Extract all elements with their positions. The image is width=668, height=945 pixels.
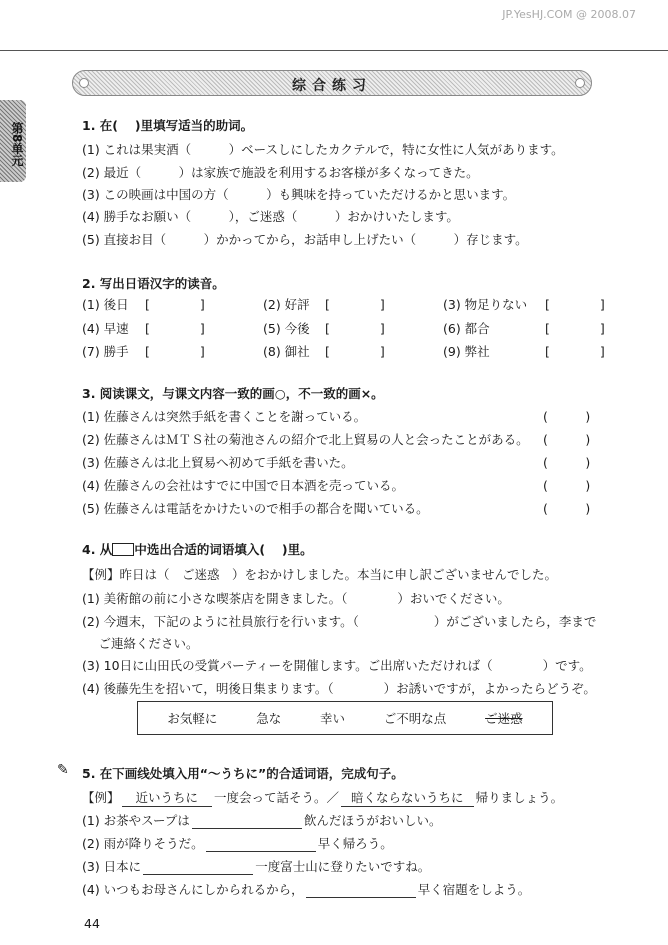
- section-5-heading: 5. 在下画线处填入用“～うちに”的合适词语，完成句子。: [82, 766, 404, 781]
- reading-bracket: [ ]: [545, 344, 605, 359]
- choice: 幸い: [319, 711, 345, 726]
- s5-item-text: 早く帰ろう。: [317, 836, 393, 851]
- choice: ご不明な点: [383, 711, 447, 726]
- s1-item: (3) この映画は中国の方（ ）も興味を持っていただけるかと思います。: [82, 187, 516, 202]
- reading-bracket: [ ]: [145, 321, 205, 336]
- s5-item: [82, 834, 393, 852]
- banner-dot-icon: [575, 78, 585, 88]
- answer-blank[interactable]: [143, 859, 253, 875]
- s1-item: (4) 勝手なお願い（ ），ご迷惑（ ）おかけいたします。: [82, 209, 459, 224]
- reading-item: (2) 好評: [263, 297, 310, 312]
- s4-item: (1) 美術館の前に小さな喫茶店を開きました。（ ）おいでください。: [82, 591, 510, 606]
- answer-paren: ( ): [543, 432, 591, 447]
- reading-item: (4) 早速: [82, 321, 129, 336]
- example-answer: 近いうちに: [122, 788, 213, 807]
- reading-bracket: [ ]: [325, 297, 385, 312]
- choice: 急な: [256, 711, 282, 726]
- reading-bracket: [ ]: [325, 344, 385, 359]
- reading-bracket: [ ]: [545, 297, 605, 312]
- example-text: 帰りましょう。: [475, 790, 564, 805]
- header-rule: [0, 50, 668, 51]
- s5-item-text: 早く宿題をしよう。: [417, 882, 531, 897]
- example-label: 【例】: [82, 790, 120, 805]
- s4-heading-a: 4. 从: [82, 542, 113, 557]
- s3-item: (4) 佐藤さんの会社はすでに中国で日本酒を売っている。: [82, 478, 405, 493]
- answer-blank[interactable]: [306, 882, 416, 898]
- reading-item: (8) 御社: [263, 344, 310, 359]
- page-number: 44: [84, 916, 100, 931]
- reading-bracket: [ ]: [545, 321, 605, 336]
- pencil-icon: ✎: [57, 762, 69, 778]
- s4-item: (4) 後藤先生を招いて，明後日集まります。（ ）お誘いですが，よかったらどうぞ。: [82, 681, 596, 696]
- answer-paren: ( ): [543, 455, 591, 470]
- answer-blank[interactable]: [206, 836, 316, 852]
- s5-item-text: (4) いつもお母さんにしかられるから，: [82, 882, 304, 897]
- answer-paren: ( ): [543, 501, 591, 516]
- s1-item: (2) 最近（ ）は家族で施設を利用するお客様が多くなってきた。: [82, 165, 479, 180]
- reading-item: (5) 今後: [263, 321, 310, 336]
- s5-item-text: (3) 日本に: [82, 859, 142, 874]
- reading-bracket: [ ]: [145, 344, 205, 359]
- s5-example: [82, 788, 563, 807]
- answer-paren: ( ): [543, 409, 591, 424]
- s3-item: (5) 佐藤さんは電話をかけたいので相手の都合を聞いている。: [82, 501, 429, 516]
- page-title: 综合练习: [292, 78, 372, 94]
- unit-side-tab: 第8单元: [0, 100, 26, 182]
- section-3-heading: 3. 阅读课文，与课文内容一致的画○，不一致的画×。: [82, 386, 384, 401]
- reading-item: (7) 勝手: [82, 344, 129, 359]
- s3-item: (3) 佐藤さんは北上貿易へ初めて手紙を書いた。: [82, 455, 354, 470]
- s5-item: [82, 811, 441, 829]
- section-4-heading: [82, 540, 313, 558]
- s4-item: (3) 10日に山田氏の受賞パーティーを開催します。ご出席いただければ（ ）です。: [82, 658, 592, 673]
- title-banner: [72, 70, 592, 96]
- box-icon: [112, 543, 134, 556]
- example-answer: 暗くならないうちに: [341, 788, 474, 807]
- reading-item: (9) 弊社: [443, 344, 490, 359]
- s5-item: [82, 880, 530, 898]
- reading-bracket: [ ]: [325, 321, 385, 336]
- s5-item-text: (1) お茶やスープは: [82, 813, 190, 828]
- watermark: JP.YesHJ.COM @ 2008.07: [502, 8, 636, 21]
- s4-heading-b: 中选出合适的词语填入( )里。: [134, 542, 313, 557]
- choice: お気軽に: [167, 711, 218, 726]
- word-choice-box: [137, 701, 553, 735]
- s5-item: [82, 857, 430, 875]
- reading-item: (3) 物足りない: [443, 297, 528, 312]
- choice-struck: ご迷惑: [485, 711, 523, 726]
- section-2-heading: 2. 写出日语汉字的读音。: [82, 276, 225, 291]
- s1-item: (1) これは果実酒（ ）ベースしにしたカクテルで，特に女性に人気があります。: [82, 142, 564, 157]
- s5-item-text: (2) 雨が降りそうだ。: [82, 836, 204, 851]
- reading-bracket: [ ]: [145, 297, 205, 312]
- s5-item-text: 飲んだほうがおいしい。: [303, 813, 442, 828]
- s4-item: ご連絡ください。: [82, 636, 199, 651]
- s4-item: (2) 今週末，下記のように社員旅行を行います。（ ）がございましたら，李まで: [82, 614, 597, 629]
- s3-item: (2) 佐藤さんはＭＴＳ社の菊池さんの紹介で北上貿易の人と会ったことがある。: [82, 432, 529, 447]
- s4-example: 【例】昨日は（ ご迷惑 ）をおかけしました。本当に申し訳ございませんでした。: [82, 567, 558, 582]
- section-1-heading: 1. 在( )里填写适当的助词。: [82, 118, 254, 133]
- answer-blank[interactable]: [192, 813, 302, 829]
- s1-item: (5) 直接お目（ ）かかってから，お話申し上げたい（ ）存じます。: [82, 232, 528, 247]
- reading-item: (6) 都合: [443, 321, 490, 336]
- example-text: 一度会って話そう。／: [214, 790, 340, 805]
- s3-item: (1) 佐藤さんは突然手紙を書くことを謝っている。: [82, 409, 367, 424]
- s5-item-text: 一度富士山に登りたいですね。: [255, 859, 431, 874]
- answer-paren: ( ): [543, 478, 591, 493]
- reading-item: (1) 後日: [82, 297, 129, 312]
